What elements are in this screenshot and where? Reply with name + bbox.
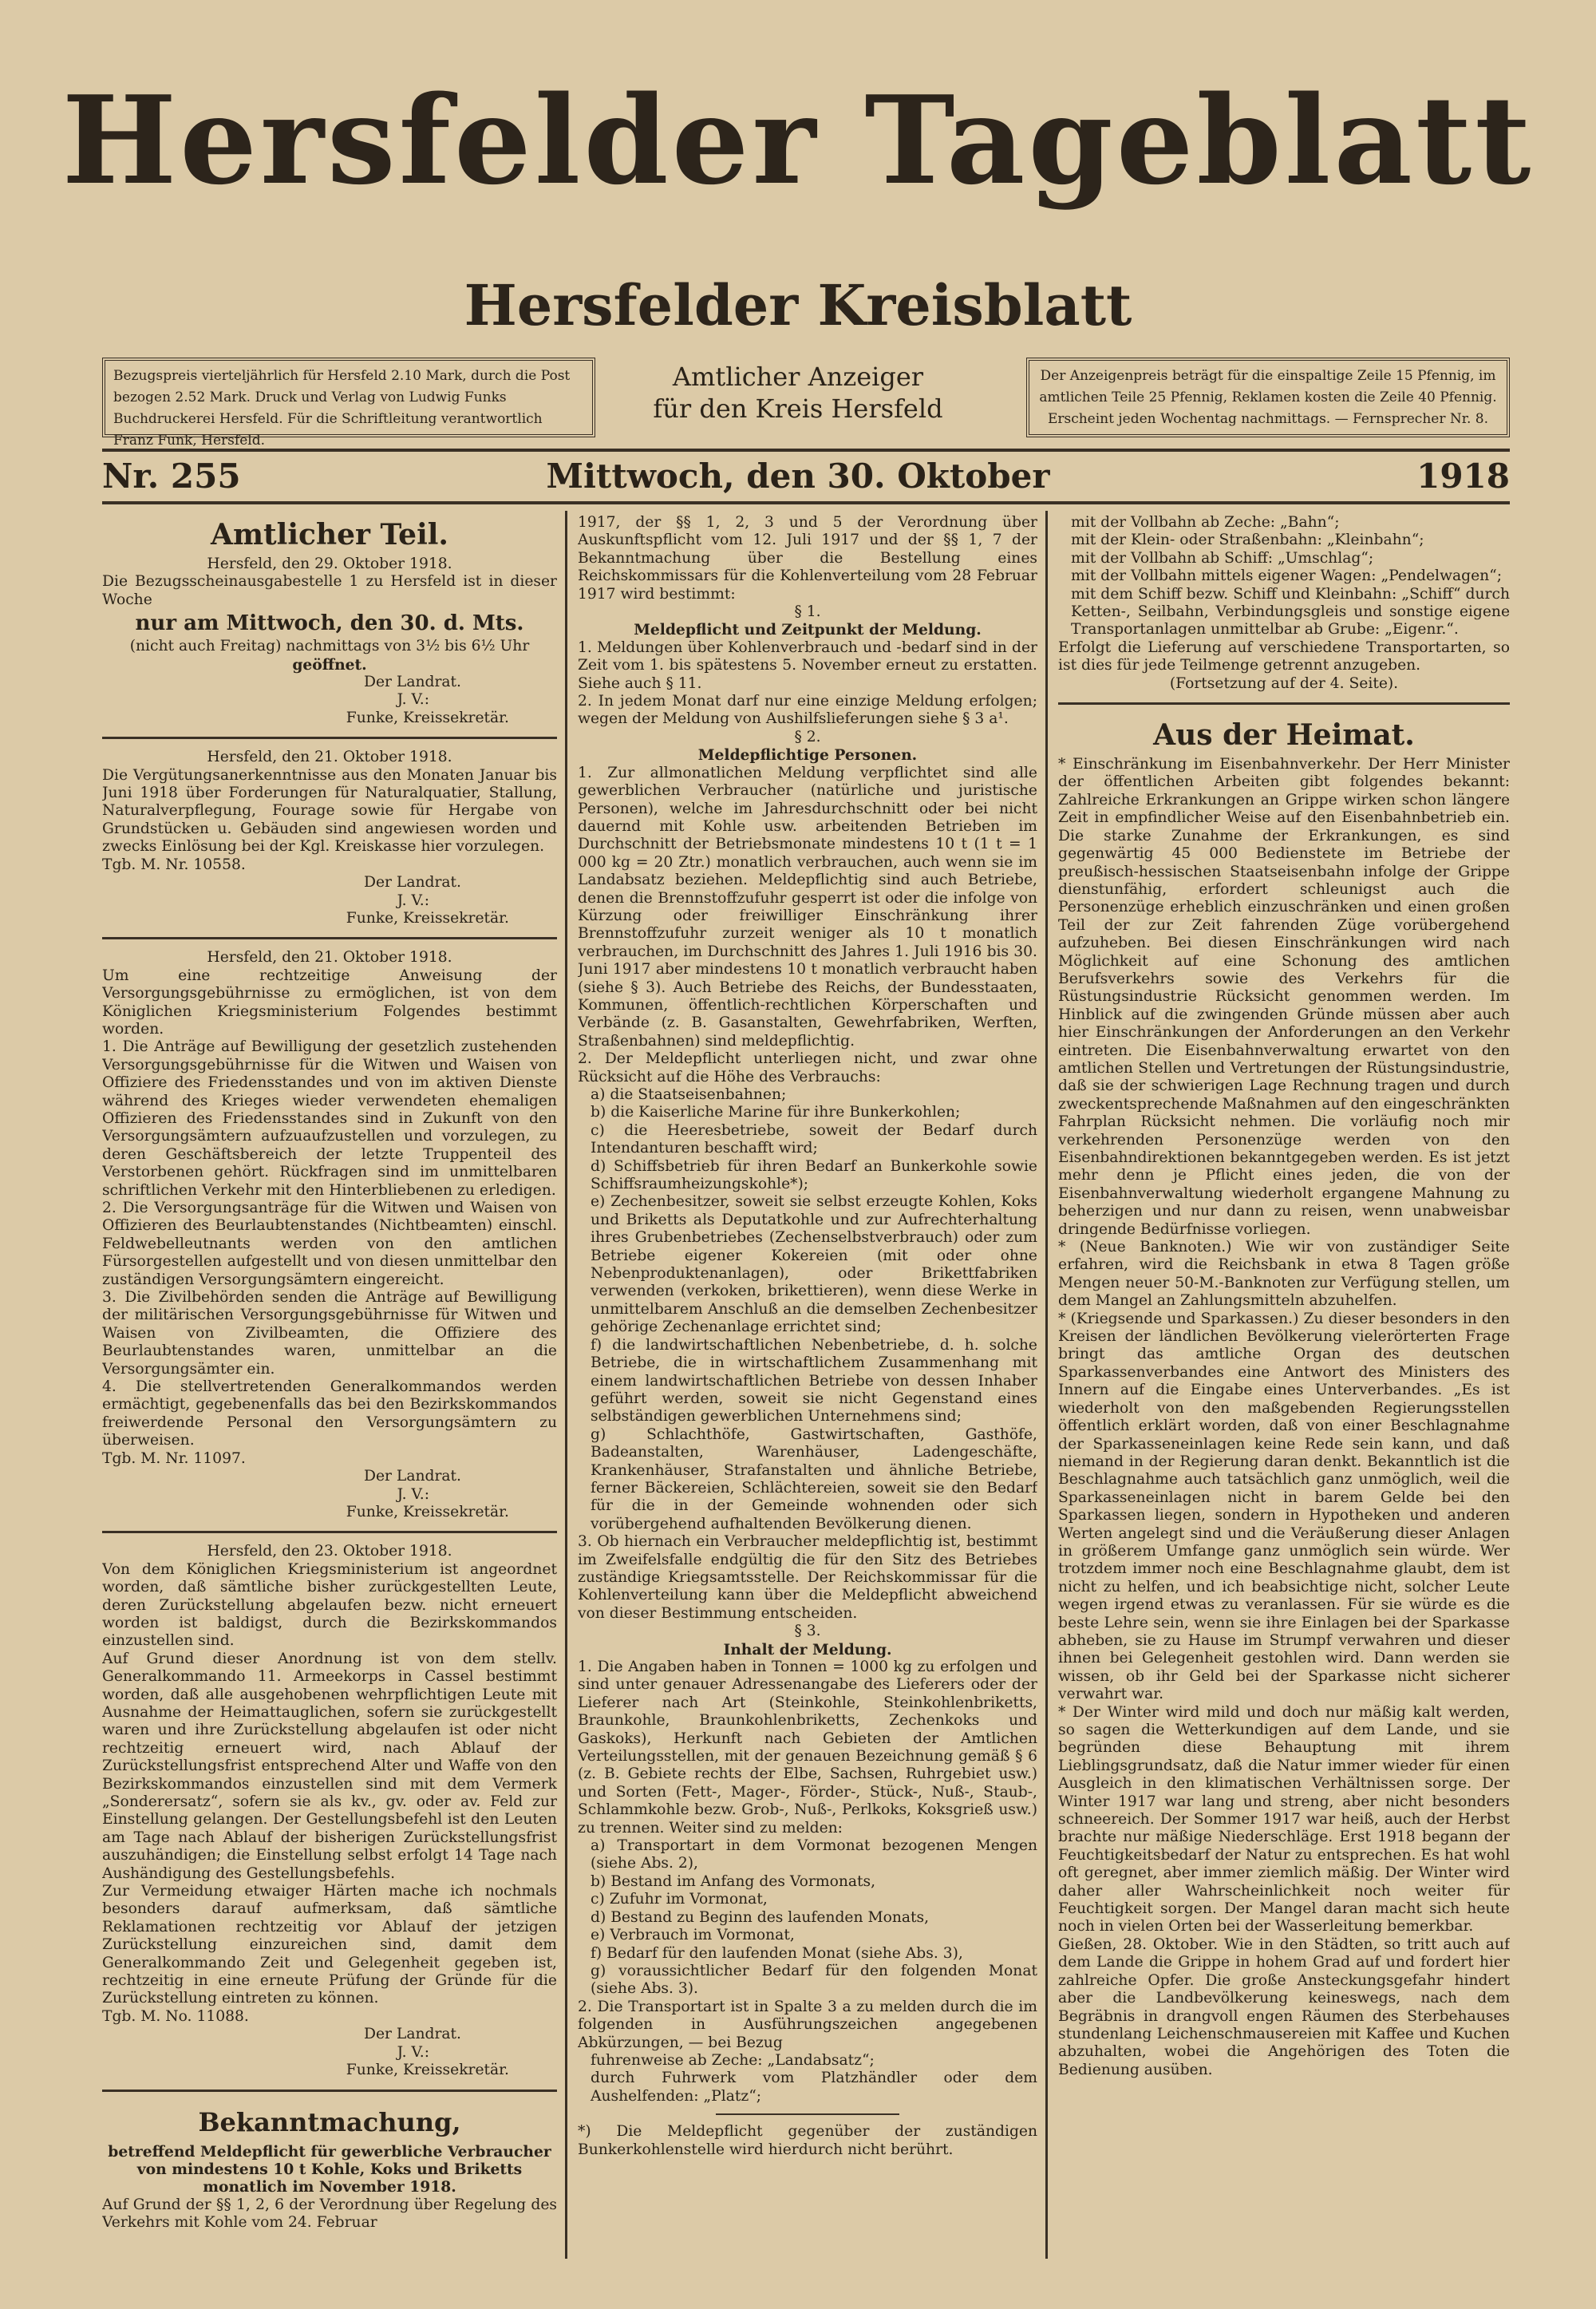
notice2-ref: Tgb. M. Nr. 10558.: [102, 856, 246, 873]
section3-number: § 3.: [794, 1623, 821, 1640]
transport-abbrev: mit der Vollbahn ab Zeche: „Bahn“;: [1071, 514, 1340, 531]
news-winter: * Der Winter wird mild und doch nur mäßig kalt werden, so sagen die Wetterkundigen auf dem Lande, und sie begründen diese Behauptung mit ihrem Lieblingsgrundsatz, daß die Natur immer wieder für einen Ausgleich in den klimatischen Verhältnissen sorge. Der Winter 1917 war lang und streng, aber nicht besonders schneereich. Der Sommer 1917 war heiß, auch der Herbst brachte nur mäßige Niederschläge. Erst 1918 begann der Feuchtigkeitsbedarf der Natur zu entsprechen. Es hat wohl oft geregnet, aber immer ziemlich mäßig. Der Winter wird daher aller Wahrscheinlichkeit noch weiter für Feuchtigkeit sorgen. Der Mangel daran macht sich heute noch in vielen Orten bei der Wasserleitung bemerkbar.: [1058, 1703, 1510, 1935]
issue-year: 1918: [1416, 457, 1510, 496]
transport-abbrev: durch Fuhrwerk vom Platzhändler oder dem Aushelfenden: „Platz“;: [591, 2070, 1037, 2105]
notice1-hours: (nicht auch Freitag) nachmittags von 3½ bis 6½ Uhr: [129, 638, 530, 655]
section3-para1: 1. Die Angaben haben in Tonnen = 1000 kg zu erfolgen und sind unter genauer Adressenangabe des Lieferers oder der Lieferer nach Art (Steinkohle, Steinkohlenbriketts, Braunkohle, Braunkohlenbriketts, Zechenkoks und Gaskoks), Herkunft nach Gebieten der Amtlichen Verteilungsstellen, mit der genauen Bezeichnung gemäß § 6 (z. B. Gebiete rechts der Elbe, Sachsen, Ruhrgebiet usw.) und Sorten (Fett-, Mager-, Förder-, Stück-, Nuß-, Staub-, Schlammkohle bezw. Grob-, Nuß-, Perlkoks, Koksgrieß usw.) zu trennen. Weiter sind zu melden:: [578, 1659, 1037, 1837]
section2-para1: 1. Zur allmonatlichen Meldung verpflichtet sind alle gewerblichen Verbraucher (natürliche und juristische Personen), welche im Jahresdurchschnitt oder bei nicht dauernd mit Kohle usw. arbeitenden Betrieben im Durchschnitt der Betriebsmonate mindestens 10 t (1 t = 1 000 kg = 20 Ztr.) monatlich verbrauchen, auch wenn sie im Landabsatz beziehen. Meldepflichtig sind auch Betriebe, denen die Brennstoffzufuhr gesperrt ist oder die infolge von Kürzung oder freiwilliger Einschränkung ihrer Brennstoffzufuhr zurzeit weniger als 10 t monatlich verbrauchen, im Durchschnitt des Jahres 1. Juli 1916 bis 30. Juni 1917 aber mindestens 10 t monatlich verbraucht haben (siehe § 3). Auch Betriebe des Reichs, der Bundesstaaten, Kommunen, öffentlich-rechtlichen Körperschaften und Verbände (z. B. Gasanstalten, Gewehrfabriken, Werften, Straßenbahnen) sind meldepflichtig.: [578, 764, 1037, 1050]
notice3-date: Hersfeld, den 21. Oktober 1918.: [207, 949, 452, 967]
report-item: b) Bestand im Anfang des Vormonats,: [591, 1872, 876, 1890]
column-1: [102, 514, 557, 2294]
notice1-signature-proxy: J. V.:: [397, 691, 429, 709]
exemption-item: d) Schiffsbetrieb für ihren Bedarf an Bunkerkohle sowie Schiffsraumheizungskohle*);: [591, 1157, 1037, 1193]
header-rule: [102, 449, 1510, 452]
exemption-item: f) die landwirtschaftlichen Nebenbetriebe, d. h. solche Betriebe, die in wirtschaftlichem Zusammenhang mit einem landwirtschaftlichen Betriebe von dessen Inhaber geführt werden, soweit sie nicht Gegenstand eines selbständigen gewerblichen Unternehmens sind;: [591, 1336, 1037, 1425]
section1-title: Meldepflicht und Zeitpunkt der Meldung.: [634, 621, 982, 639]
footnote: *) Die Meldepflicht gegenüber der zuständigen Bunkerkohlenstelle wird hierdurch nicht berührt.: [578, 2123, 1037, 2158]
section-local-news: Aus der Heimat.: [1153, 718, 1415, 753]
subscription-box: Bezugspreis vierteljährlich für Hersfeld 2.10 Mark, durch die Post bezogen 2.52 Mark. Druck und Verlag von Ludwig Funks Buchdruckerei Hersfeld. Für die Schriftleitung verantwortlich Franz Funk, Hersfeld.: [102, 358, 595, 437]
report-item: g) voraussichtlicher Bedarf für den folgenden Monat (siehe Abs. 3).: [591, 1962, 1037, 1998]
official-gazette-line2: für den Kreis Hersfeld: [653, 393, 943, 424]
footnote-rule: [716, 2113, 899, 2115]
issue-number: Nr. 255: [102, 457, 241, 496]
notice1-signature-name: Funke, Kreissekretär.: [346, 709, 509, 726]
official-gazette-note: [622, 361, 974, 425]
dateline-rule: [102, 501, 1510, 504]
news-savings: * (Kriegsende und Sparkassen.) Zu dieser besonders in den Kreisen der ländlichen Bevölkerung vielerörterten Frage bringt das amtliche Organ des deutschen Sparkassenverbandes eine Antwort des Ministers des Innern auf die Eingabe eines Unterverbandes. „Es ist wiederholt von den maßgebenden Regierungsstellen öffentlich erklärt worden, daß von einer Beschlagnahme der Sparkasseneinlagen keine Rede sein kann, und daß niemand in der Regierung daran denkt. Bekanntlich ist die Beschlagnahme auch tatsächlich ganz unmöglich, weil die Sparkasseneinlagen nicht in barem Gelde bei den Sparkassen liegen, sondern in Hypotheken und anderen Werten angelegt sind und die Veräußerung dieser Anlagen in größerem Umfange ganz unmöglich sein würde. Wer trotzdem immer noch eine Beschlagnahme glaubt, dem ist nicht zu helfen, und ich beabsichtige nicht, solcher Leute wegen irgend etwas zu veranlassen. Für sie würde es die beste Lehre sein, wenn sie ihre Einlagen bei der Sparkasse abheben, sie zu Hause im Strumpf verwahren und dieser ihnen bei Gelegenheit gestohlen wird. Dann werden sie wissen, ob ihr Geld bei der Sparkasse nicht sicherer verwahrt war.: [1058, 1310, 1510, 1703]
notice4-signature-role: Der Landrat.: [364, 2026, 461, 2043]
announcement-text: Auf Grund der §§ 1, 2, 6 der Verordnung über Regelung des Verkehrs mit Kohle vom 24. Februar: [102, 2196, 557, 2232]
section1-para1: 1. Meldungen über Kohlenverbrauch und -bedarf sind in der Zeit vom 1. bis spätestens 5. November erneut zu erstatten. Siehe auch § 11.: [578, 639, 1037, 692]
column-divider-2: [1045, 511, 1048, 2259]
issue-date: Mittwoch, den 30. Oktober: [546, 457, 1050, 496]
notice3-signature-proxy: J. V.:: [397, 1485, 429, 1503]
notice4-signature-name: Funke, Kreissekretär.: [346, 2062, 509, 2079]
announcement-title: Bekanntmachung,: [198, 2106, 461, 2137]
report-item: a) Transportart in dem Vormonat bezogenen Mengen (siehe Abs. 2),: [591, 1837, 1037, 1872]
exemption-item: c) die Heeresbetriebe, soweit der Bedarf durch Intendanturen beschafft wird;: [591, 1121, 1037, 1157]
notice3-para2: 2. Die Versorgungsanträge für die Witwen und Waisen von Offizieren des Beurlaubtenstandes (Nichtbeamten) einschl. Feldwebelleutnants werden von den amtlichen Fürsorgestellen aufgestellt und von diesen unmittelbar den zuständigen Versorgungsämtern eingereicht.: [102, 1200, 557, 1288]
column-2: [578, 514, 1037, 2294]
regulation-intro: 1917, der §§ 1, 2, 3 und 5 der Verordnung über Auskunftspflicht vom 12. Juli 1917 und der §§ 1, 7 der Bekanntmachung über die Bestellung eines Reichskommissars für die Kohlenverteilung vom 28 Februar 1917 wird bestimmt:: [578, 514, 1037, 603]
continuation-note: (Fortsetzung auf der 4. Seite).: [1169, 674, 1399, 692]
section-separator: [1058, 702, 1510, 705]
transport-note: Erfolgt die Lieferung auf verschiedene Transportarten, so ist dies für jede Teilmenge getrennt anzugeben.: [1058, 639, 1510, 674]
notice2-text: Die Vergütungsanerkenntnisse aus den Monaten Januar bis Juni 1918 über Forderungen für Naturalquatier, Stallung, Naturalverpflegung, Fourage sowie für Hergabe von Grundstücken u. Gebäuden sind angewiesen worden und zwecks Einlösung bei der Kgl. Kreiskasse hier vorzulegen.: [102, 766, 557, 856]
notice-separator: [102, 737, 557, 739]
notice4-signature-proxy: J. V.:: [397, 2043, 429, 2061]
column-3: [1058, 514, 1510, 2294]
transport-abbrev: mit der Vollbahn mittels eigener Wagen: „Pendelwagen“;: [1071, 567, 1503, 585]
notice3-text: Um eine rechtzeitige Anweisung der Versorgungsgebührnisse zu ermöglichen, ist von dem Königlichen Kriegsministerium Folgendes bestimmt worden.: [102, 967, 557, 1038]
news-giessen: Gießen, 28. Oktober. Wie in den Städten, so tritt auch auf dem Lande die Grippe in hohem Grad auf und fordert hier zahlreiche Opfer. Die große Ansteckungsgefahr hindert aber die Landbevölkerung keineswegs, nach dem Begräbnis in drangvoll engen Räumen des Sterbehauses stundenlang Leichenschmausereien mit Kaffee und Kuchen abzuhalten, wobei die Angehörigen des Toten die Bedienung ausüben.: [1058, 1935, 1510, 2078]
transport-abbrev: mit dem Schiff bezw. Schiff und Kleinbahn: „Schiff“ durch Ketten-, Seilbahn, Verbindungsgleis und sonstige eigene Transportanlagen unmittelbar ab Grube: „Eigenr.“.: [1071, 585, 1510, 639]
notice-separator: [102, 937, 557, 939]
notice2-date: Hersfeld, den 21. Oktober 1918.: [207, 749, 452, 766]
masthead-subtitle: Hersfelder Kreisblatt: [464, 272, 1132, 338]
section2-para2: 2. Der Meldepflicht unterliegen nicht, und zwar ohne Rücksicht auf die Höhe des Verbrauchs:: [578, 1050, 1037, 1085]
section2-title: Meldepflichtige Personen.: [697, 746, 918, 765]
exemption-item: a) die Staatseisenbahnen;: [591, 1086, 787, 1103]
notice3-signature-name: Funke, Kreissekretär.: [346, 1503, 509, 1520]
notice4-text2: Auf Grund dieser Anordnung ist von dem stellv. Generalkommando 11. Armeekorps in Cassel bestimmt worden, daß alle ausgehobenen wehrpflichtigen Leute mit Ausnahme der Heimattauglichen, sofern sie zurückgestellt waren und ihre Zurückstellung abgelaufen ist oder nicht rechtzeitig erneuert wird, nach Ablauf der Zurückstellungsfrist entsprechend Alter und Waffe von den Bezirkskommandos einzustellen sind mit dem Vermerk „Sonderersatz“, sofern sie als kv., gv. oder av. Feld zur Einstellung gelangen. Der Gestellungsbefehl ist den Leuten am Tage nach Ablauf der bisherigen Zurückstellungsfrist auszuhändigen; die Einstellung selbst erfolgt 14 Tage nach Aushändigung des Gestellungsbefehls.: [102, 1650, 557, 1882]
news-railway: * Einschränkung im Eisenbahnverkehr. Der Herr Minister der öffentlichen Arbeiten gibt folgendes bekannt: Zahlreiche Erkrankungen an Grippe wirken schon längere Zeit in empfindlicher Weise auf den Eisenbahnbetrieb ein. Die starke Zunahme der Erkrankungen, es sind gegenwärtig 45 000 Bedienstete im Betriebe der preußisch-hessischen Staatseisenbahn infolge der Grippe dienstunfähig, erfordert schleunigst auch die Personenzüge erheblich einzuschränken und einen großen Teil der zur Zeit fahrenden Züge vorübergehend aufzuheben. Bei diesen Einschränkungen wird nach Möglichkeit auf eine Schonung des amtlichen Berufsverkehrs sowie des Verkehrs für die Rüstungsindustrie Rücksicht genommen werden. Im Hinblick auf die zwingenden Gründe müssen aber auch hier Einschränkungen der Anforderungen an den Verkehr eintreten. Die Eisenbahnverwaltung erwartet von den amtlichen Stellen und Vertretungen der Rüstungsindustrie, daß sie der schwierigen Lage Rechnung tragen und durch zweckentsprechende Maßnahmen auf den eingeschränkten Fahrplan Rücksicht nehmen. Die vorläufig noch mir verkehrenden Personenzüge werden von den Eisenbahndirektionen bekanntgegeben werden. Es ist jetzt mehr denn je Pflicht eines jeden, die von der Eisenbahnverwaltung wiederholt ergangene Mahnung zu beherzigen und nur dann zu reisen, wenn unabweisbar dringende Bedürfnisse vorliegen.: [1058, 756, 1510, 1238]
notice4-ref: Tgb. M. No. 11088.: [102, 2007, 249, 2025]
section1-number: § 1.: [794, 603, 821, 621]
notice3-signature-role: Der Landrat.: [364, 1468, 461, 1485]
notice1-signature-role: Der Landrat.: [364, 674, 461, 691]
notice4-text3: Zur Vermeidung etwaiger Härten mache ich nochmals besonders darauf aufmerksam, daß sämtliche Reklamationen rechtzeitig vor Ablauf der jetzigen Zurückstellung einzureichen sind, damit dem Generalkommando Zeit und Gelegenheit gegeben ist, rechtzeitig in eine erneute Prüfung der Gründe für die Zurückstellung eintreten zu können.: [102, 1883, 557, 2007]
notice-separator: [102, 1531, 557, 1533]
report-item: e) Verbrauch im Vormonat,: [591, 1927, 795, 1944]
notice1-highlight: nur am Mittwoch, den 30. d. Mts.: [135, 611, 524, 636]
exemption-item: e) Zechenbesitzer, soweit sie selbst erzeugte Kohlen, Koks und Briketts als Deputatkohle und zur Aufrechterhaltung ihres Grubenbetriebes (Zechenselbstverbrauch) oder zum Betriebe eigener Kokereien (mit oder ohne Nebenproduktenanlagen), oder Brikettfabriken verwenden (verkoken, brikettieren), wenn diese Werke in unmittelbarem Anschluß an die demselben Zechenbesitzer gehörige Zechenanlage errichtet sind;: [591, 1193, 1037, 1336]
notice2-signature-proxy: J. V.:: [397, 892, 429, 909]
notice-separator: [102, 2090, 557, 2092]
section-official: Amtlicher Teil.: [211, 518, 448, 552]
section3-para2: 2. Die Transportart ist in Spalte 3 a zu melden durch die im folgenden in Ausführungszeichen angegebenen Abkürzungen, — bei Bezug: [578, 1998, 1037, 2051]
transport-abbrev: fuhrenweise ab Zeche: „Landabsatz“;: [591, 2051, 875, 2069]
official-gazette-line1: Amtlicher Anzeiger: [672, 362, 924, 392]
notice2-signature-name: Funke, Kreissekretär.: [346, 909, 509, 927]
notice3-para4: 4. Die stellvertretenden Generalkommandos werden ermächtigt, gegebenenfalls das bei den Bezirkskommandos freiwerdende Personal den Versorgungsämtern zu überweisen.: [102, 1378, 557, 1449]
report-item: c) Zufuhr im Vormonat,: [591, 1891, 768, 1908]
report-item: d) Bestand zu Beginn des laufenden Monats,: [591, 1908, 930, 1926]
notice4-text: Von dem Königlichen Kriegsministerium ist angeordnet worden, daß sämtliche bisher zurückgestellten Leute, deren Zurückstellung abgelaufen bezw. nicht erneuert worden ist baldigst, durch die Bezirkskommandos einzustellen sind.: [102, 1560, 557, 1650]
notice3-ref: Tgb. M. Nr. 11097.: [102, 1449, 246, 1467]
advert-price-box: Der Anzeigenpreis beträgt für die einspaltige Zeile 15 Pfennig, im amtlichen Teile 25 Pfennig, Reklamen kosten die Zeile 40 Pfennig. Erscheint jeden Wochentag nachmittags. — Fernsprecher Nr. 8.: [1026, 358, 1510, 437]
exemption-item: g) Schlachthöfe, Gastwirtschaften, Gasthöfe, Badeanstalten, Warenhäuser, Ladengeschäfte, Krankenhäuser, Strafanstalten und ähnliche Betriebe, ferner Bäckereien, Schlächtereien, soweit sie den Bedarf für die in der Gemeinde wohnenden oder sich vorübergehend aufhaltenden Bevölkerung dienen.: [591, 1425, 1037, 1532]
transport-abbrev: mit der Klein- oder Straßenbahn: „Kleinbahn“;: [1071, 532, 1424, 549]
exemption-item: b) die Kaiserliche Marine für ihre Bunkerkohlen;: [591, 1104, 961, 1121]
transport-abbrev: mit der Vollbahn ab Schiff: „Umschlag“;: [1071, 549, 1374, 567]
masthead-title: Hersfelder Tageblatt: [61, 69, 1535, 212]
notice1-text: Die Bezugsscheinausgabestelle 1 zu Hersfeld ist in dieser Woche: [102, 573, 557, 608]
section1-para2: 2. In jedem Monat darf nur eine einzige Meldung erfolgen; wegen der Meldung von Aushilfslieferungen siehe § 3 a¹.: [578, 693, 1037, 728]
report-item: f) Bedarf für den laufenden Monat (siehe Abs. 3),: [591, 1944, 963, 1962]
notice1-open: geöffnet.: [292, 655, 367, 674]
news-banknotes: * (Neue Banknoten.) Wie wir von zuständiger Seite erfahren, wird die Reichsbank in etwa 8 Tagen größe Mengen neuer 50-M.-Banknoten zur Verfügung stellen, um dem Mangel an Zahlungsmitteln abzuhelfen.: [1058, 1239, 1510, 1310]
notice3-para3: 3. Die Zivilbehörden senden die Anträge auf Bewilligung der militärischen Versorgungsgebührnisse für Witwen und Waisen von Zivilbeamten, die Offiziere des Beurlaubtenstandes waren, unmittelbar an die Versorgungsämter ein.: [102, 1289, 557, 1378]
notice4-date: Hersfeld, den 23. Oktober 1918.: [207, 1543, 452, 1560]
notice3-para1: 1. Die Anträge auf Bewilligung der gesetzlich zustehenden Versorgungsgebührnisse für die Witwen und Waisen von Offiziere des Friedensstandes und von im aktiven Dienste während des Krieges wieder verwendeten ehemaligen Offizieren des Friedensstandes sind in Zukunft von den Versorgungsämtern aufzuaufzustellen und vorzulegen, zu deren Geschäftsbereich der letzte Truppenteil des Verstorbenen gehört. Rückfragen sind im unmittelbaren schriftlichen Verkehr mit den Hinterbliebenen zu erledigen.: [102, 1038, 557, 1199]
notice2-signature-role: Der Landrat.: [364, 874, 461, 892]
column-divider-1: [565, 511, 567, 2259]
section2-number: § 2.: [794, 728, 821, 745]
announcement-subtitle: betreffend Meldepflicht für gewerbliche Verbraucher von mindestens 10 t Kohle, Koks und Briketts monatlich im November 1918.: [108, 2142, 551, 2196]
section2-para3: 3. Ob hiernach ein Verbraucher meldepflichtig ist, bestimmt im Zweifelsfalle endgültig die für den Sitz des Betriebes zuständige Kriegsamtsstelle. Der Reichskommissar für die Kohlenverteilung kann über die Meldepflicht abweichend von dieser Bestimmung entscheiden.: [578, 1533, 1037, 1622]
section3-title: Inhalt der Meldung.: [723, 1640, 892, 1659]
notice1-date: Hersfeld, den 29. Oktober 1918.: [207, 556, 452, 572]
